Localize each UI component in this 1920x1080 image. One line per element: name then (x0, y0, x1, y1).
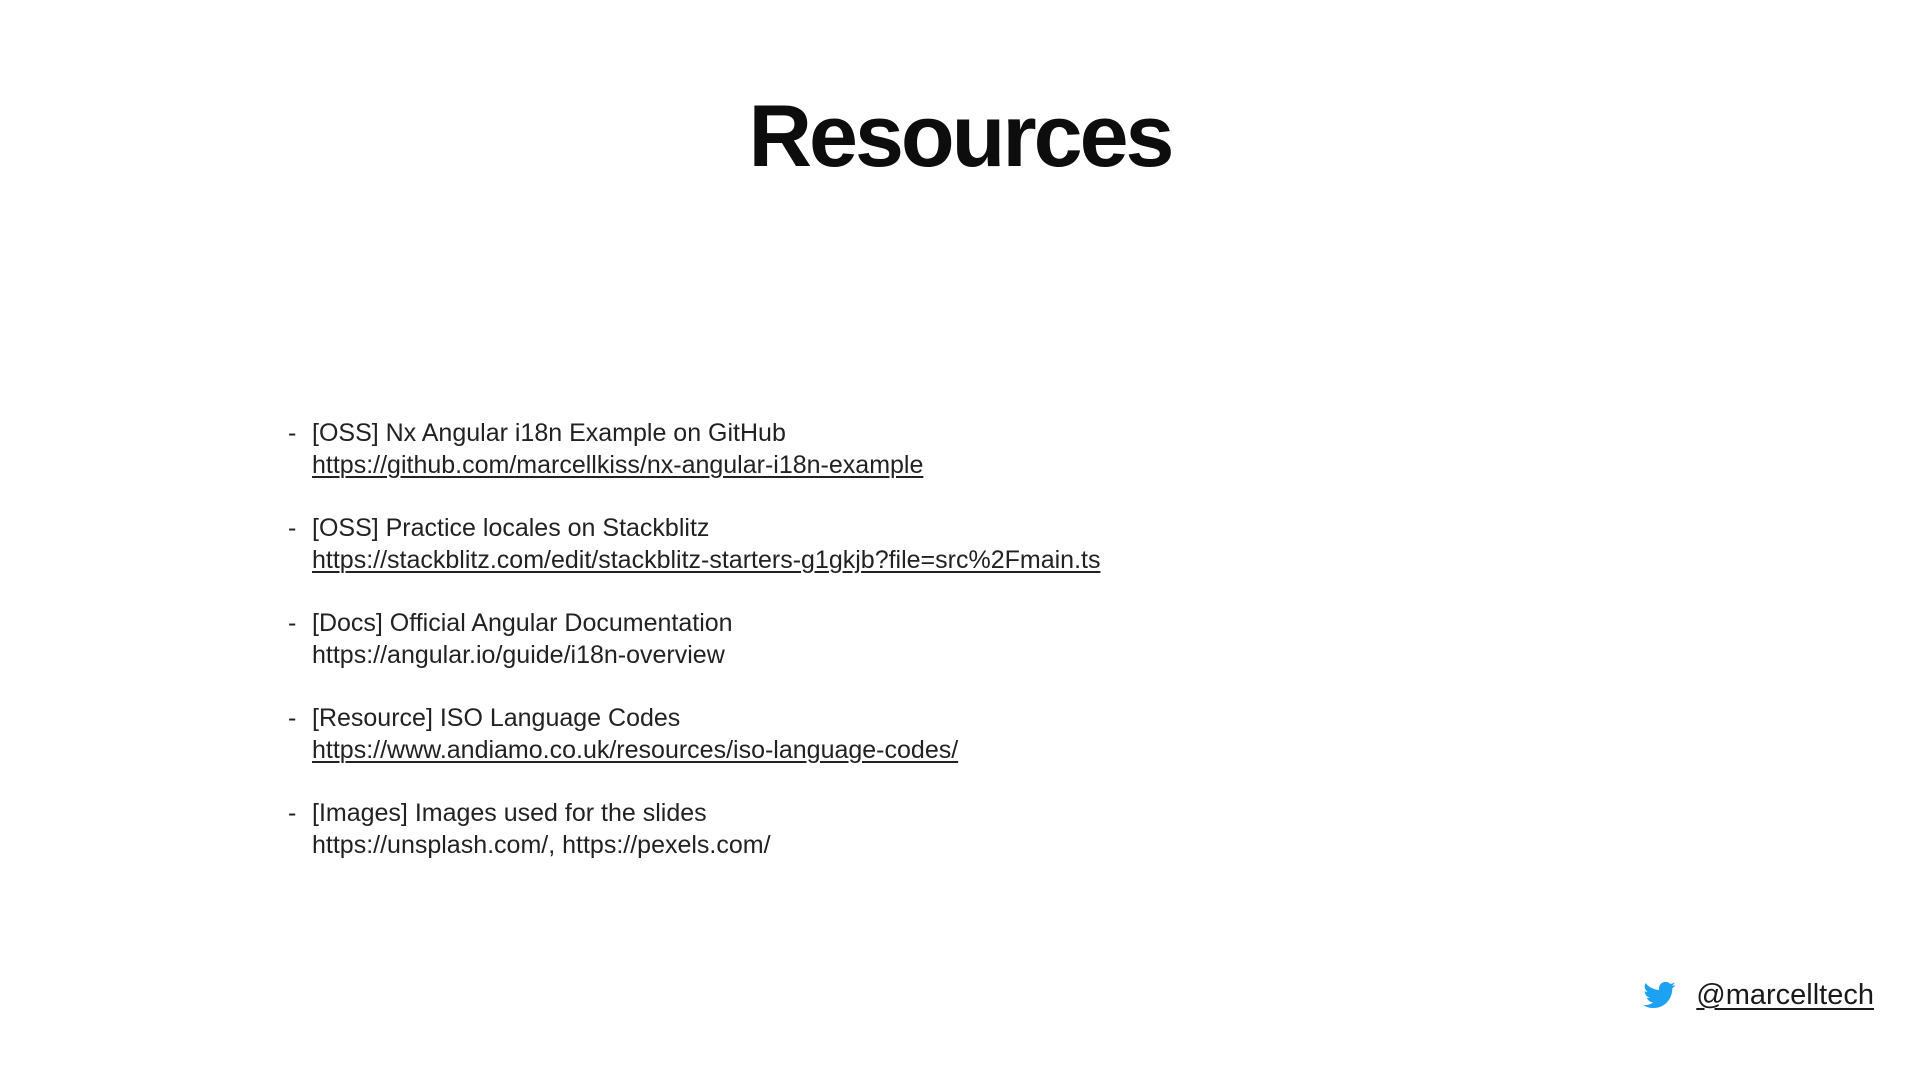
bullet-dash: - (288, 704, 297, 732)
resource-label: [Resource] ISO Language Codes (312, 704, 681, 732)
resource-list (288, 418, 1100, 893)
resource-link[interactable]: https://github.com/marcellkiss/nx-angular-i18n-example (312, 450, 924, 479)
twitter-bird-shape (1644, 982, 1676, 1008)
twitter-bird-icon (1642, 978, 1676, 1012)
twitter-handle (1642, 978, 1874, 1012)
resource-item-angular-docs (288, 608, 1100, 671)
slide-title: Resources (748, 86, 1172, 185)
resource-item-stackblitz (288, 513, 1100, 576)
twitter-handle-link[interactable]: @marcelltech (1696, 978, 1874, 1011)
resource-url-text: https://angular.io/guide/i18n-overview (312, 640, 725, 669)
bullet-dash: - (288, 799, 297, 827)
resource-label: [OSS] Practice locales on Stackblitz (312, 514, 710, 542)
resource-label: [Docs] Official Angular Documentation (312, 609, 733, 637)
resource-link[interactable]: https://www.andiamo.co.uk/resources/iso-language-codes/ (312, 735, 959, 764)
bullet-dash: - (288, 514, 297, 542)
resource-item-iso-codes (288, 703, 1100, 766)
resource-url-text: https://unsplash.com/, https://pexels.com/ (312, 830, 771, 859)
resource-label: [OSS] Nx Angular i18n Example on GitHub (312, 419, 786, 447)
resource-item-github-example (288, 418, 1100, 481)
resource-item-images (288, 798, 1100, 861)
bullet-dash: - (288, 419, 297, 447)
resource-link[interactable]: https://stackblitz.com/edit/stackblitz-starters-g1gkjb?file=src%2Fmain.ts (312, 545, 1101, 574)
bullet-dash: - (288, 609, 297, 637)
resource-label: [Images] Images used for the slides (312, 799, 707, 827)
